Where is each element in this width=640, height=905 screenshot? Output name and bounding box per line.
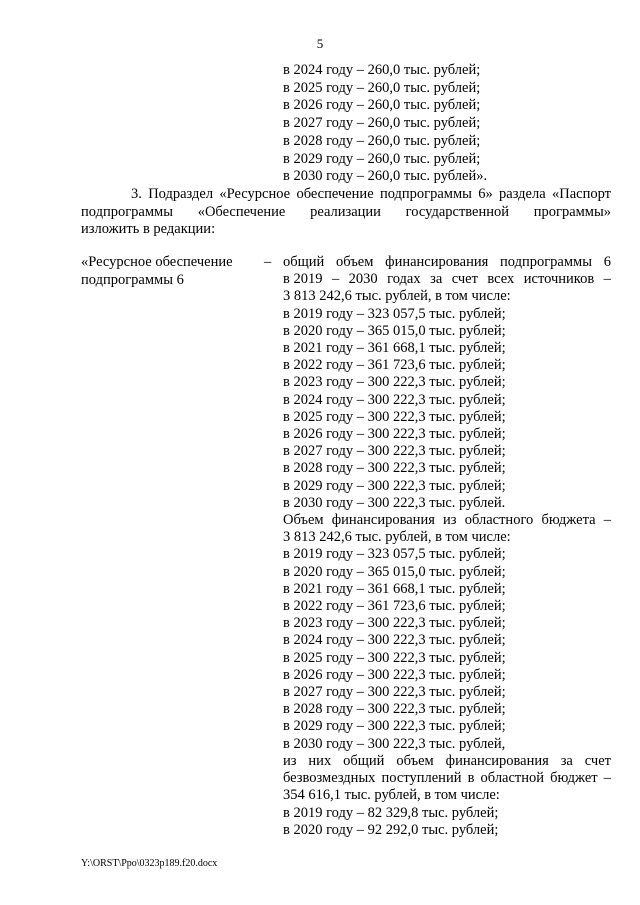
cell-line: 3 813 242,6 тыс. рублей, в том числе: [283,288,511,305]
cell-line: «Ресурсное обеспечение [81,254,233,270]
cell-line: 3 813 242,6 тыс. рублей, в том числе: [283,529,511,546]
word: них [308,752,332,769]
word: счет [451,271,478,288]
word: счет [584,752,611,769]
justified-line [283,512,611,529]
paragraph-line [81,186,611,204]
file-path-footer: Y:\ORST\Ppo\0323p189.f20.docx [81,858,218,869]
word: объем [396,752,434,769]
word: подпрограммы [500,254,592,270]
word: Объем [283,512,324,529]
word: «Паспорт [551,186,611,202]
word: 3. [131,186,142,202]
list-item: в 2025 году – 260,0 тыс. рублей; [283,79,481,96]
table-dash: – [264,254,272,270]
paragraph-line [81,204,611,222]
word: в [467,770,475,787]
list-item: в 2027 году – 300 222,3 тыс. рублей; [283,684,506,701]
word: поступлений [381,770,462,787]
word: бюджет [550,770,598,787]
list-item: в 2024 году – 260,0 тыс. рублей; [283,62,481,78]
word: Подраздел [148,186,214,202]
word: «Ресурсное [219,186,291,202]
justified-line [283,753,611,770]
list-item: в 2029 году – 300 222,3 тыс. рублей; [283,718,506,735]
justified-line [283,770,611,787]
list-item: в 2021 году – 361 668,1 тыс. рублей; [283,580,506,597]
word: обеспечение [296,186,374,202]
cell-line: подпрограммы 6 [81,271,184,288]
list-item: в 2024 году – 300 222,3 тыс. рублей; [283,632,506,649]
list-item: в 2030 году – 300 222,3 тыс. рублей, [283,735,506,752]
list-item: в 2019 году – 323 057,5 тыс. рублей; [283,546,506,563]
list-item: в 2026 году – 260,0 тыс. рублей; [283,97,481,114]
word: «Обеспечение [197,203,286,220]
list-item: в 2025 году – 300 222,3 тыс. рублей; [283,649,506,666]
word: областного [464,512,534,529]
word: из [283,752,297,769]
list-item: в 2029 году – 300 222,3 тыс. рублей; [283,477,506,494]
word: государственной [405,203,510,220]
table-right-cell [283,254,611,839]
list-item: в 2019 году – 323 057,5 тыс. рублей; [283,305,506,322]
list-item: в 2019 году – 82 329,8 тыс. рублей; [283,804,499,821]
list-item: в 2028 году – 300 222,3 тыс. рублей; [283,701,506,718]
list-item: в 2030 году – 260,0 тыс. рублей». [283,168,488,185]
list-item: в 2022 году – 361 723,6 тыс. рублей; [283,357,506,374]
page-number: 5 [316,36,324,51]
word: реализации [310,203,381,220]
word: финансирования [385,254,489,270]
cell-line: 354 616,1 тыс. рублей, в том числе: [283,787,500,804]
word: источников [523,271,595,288]
word: раздела [499,186,546,202]
word: – [603,512,611,529]
list-item: в 2020 году – 365 015,0 тыс. рублей; [283,322,506,339]
word: всех [487,271,515,288]
word: – [603,770,611,787]
word: 6 [603,254,611,270]
word: за [560,752,573,769]
word: 6» [478,186,493,202]
table-left-cell [81,254,233,289]
list-item: в 2030 году – 300 222,3 тыс. рублей. [283,494,506,511]
justified-line [283,271,611,288]
list-item: в 2022 году – 361 723,6 тыс. рублей; [283,598,506,615]
justified-line [283,254,611,271]
list-item: в 2026 году – 300 222,3 тыс. рублей; [283,666,506,683]
list-item: в 2027 году – 300 222,3 тыс. рублей; [283,443,506,460]
word: бюджета [541,512,596,529]
top-funding-list [283,62,487,186]
list-item: в 2028 году – 300 222,3 тыс. рублей; [283,460,506,477]
word: подпрограммы [81,203,173,220]
list-item: в 2020 году – 92 292,0 тыс. рублей; [283,821,499,838]
word: финансирования [445,752,549,769]
paragraph-line: изложить в редакции: [81,221,216,237]
word: безвозмездных [283,770,376,787]
word: – [603,271,611,288]
section-3-paragraph [81,186,611,239]
word: – [331,271,340,288]
word: подпрограммы [379,186,472,202]
list-item: в 2028 году – 260,0 тыс. рублей; [283,132,481,149]
list-item: в 2027 году – 260,0 тыс. рублей; [283,115,481,132]
list-item: в 2026 году – 300 222,3 тыс. рублей; [283,426,506,443]
word: в 2019 [283,271,323,288]
list-item: в 2024 году – 300 222,3 тыс. рублей; [283,391,506,408]
word: 2030 [348,271,378,288]
word: из [443,512,457,529]
word: общий [283,254,325,270]
list-item: в 2020 году – 365 015,0 тыс. рублей; [283,563,506,580]
word: финансирования [331,512,435,529]
word: годах [387,271,421,288]
list-item: в 2021 году – 361 668,1 тыс. рублей; [283,340,506,357]
list-item: в 2023 году – 300 222,3 тыс. рублей; [283,374,506,391]
list-item: в 2029 году – 260,0 тыс. рублей; [283,150,481,167]
list-item: в 2025 году – 300 222,3 тыс. рублей; [283,408,506,425]
word: за [430,271,443,288]
word: областной [480,770,545,787]
word: общий [343,752,385,769]
word: программы» [533,203,611,220]
word: объем [336,254,374,270]
list-item: в 2023 году – 300 222,3 тыс. рублей; [283,615,506,632]
